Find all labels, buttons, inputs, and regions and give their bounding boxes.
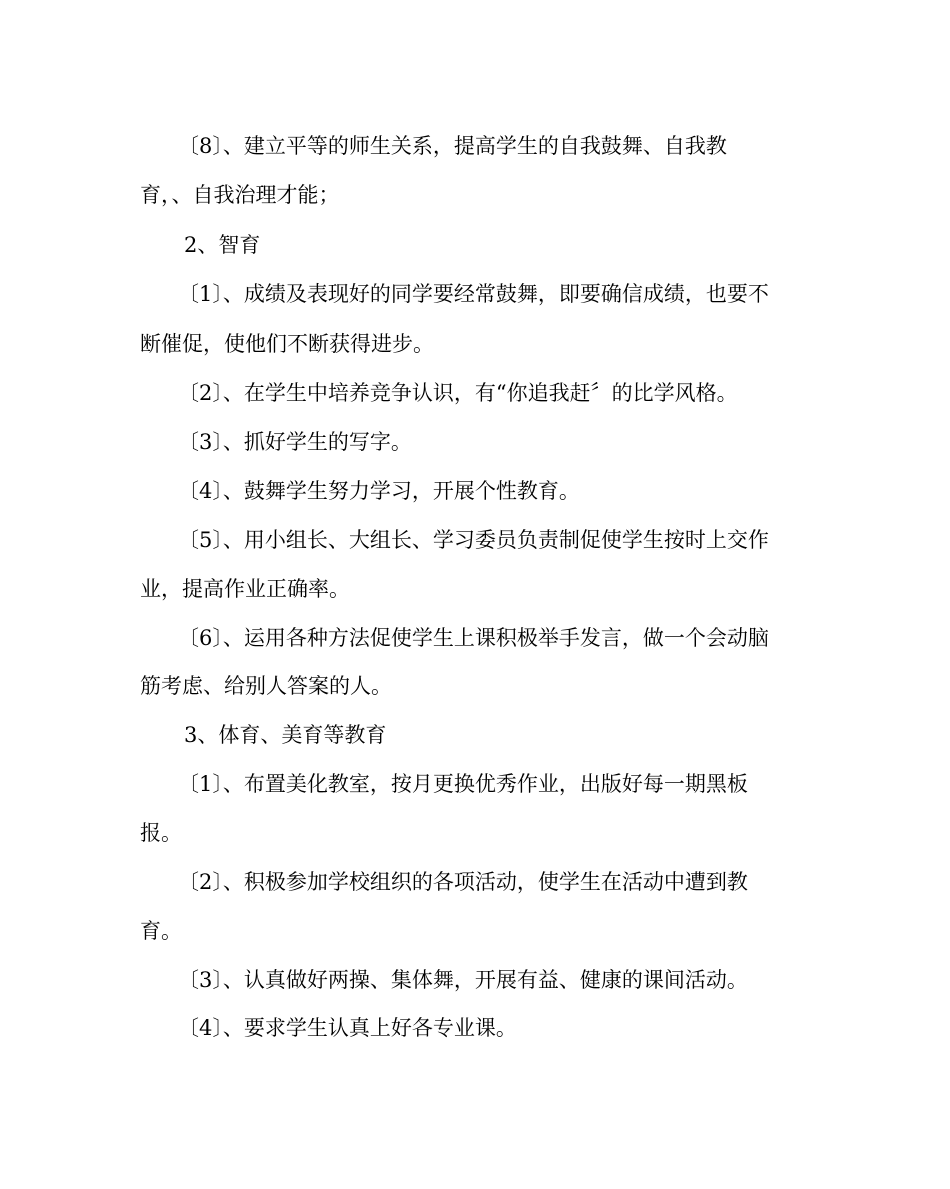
paragraph-line: 〔8〕、建立平等的师生关系，提高学生的自我鼓舞、自我教 (178, 134, 727, 158)
paragraph-line: 筋考虑、给别人答案的人。 (140, 674, 392, 698)
paragraph-line: 〔5〕、用小组长、大组长、学习委员负责制促使学生按时上交作 (178, 528, 769, 552)
paragraph-line: 〔4〕、鼓舞学生努力学习，开展个性教育。 (178, 479, 580, 503)
paragraph-line: 〔4〕、要求学生认真上好各专业课。 (178, 1016, 517, 1040)
paragraph-line: 〔2〕、在学生中培养竞争认识，有“你追我赶〞的比学风格。 (178, 381, 738, 405)
section-heading: 2、智育 (184, 233, 261, 257)
paragraph-line: 〔3〕、认真做好两操、集体舞，开展有益、健康的课间活动。 (178, 968, 748, 992)
paragraph-line: 〔1〕、成绩及表现好的同学要经常鼓舞，即要确信成绩，也要不 (178, 282, 769, 306)
paragraph-line: 断催促，使他们不断获得进步。 (140, 332, 434, 356)
paragraph-line: 〔3〕、抓好学生的写字。 (178, 430, 412, 454)
paragraph-line: 报。 (140, 821, 182, 845)
paragraph-line: 〔1〕、布置美化教室，按月更换优秀作业，出版好每一期黑板 (178, 772, 748, 796)
paragraph-line: 业，提高作业正确率。 (140, 577, 350, 601)
paragraph-line: 〔6〕、运用各种方法促使学生上课积极举手发言，做一个会动脑 (178, 626, 769, 650)
paragraph-line: 育，、自我治理才能； (140, 183, 340, 207)
section-heading: 3、体育、美育等教育 (184, 723, 387, 747)
paragraph-line: 育。 (140, 919, 182, 943)
paragraph-line: 〔2〕、积极参加学校组织的各项活动，使学生在活动中遭到教 (178, 870, 748, 894)
